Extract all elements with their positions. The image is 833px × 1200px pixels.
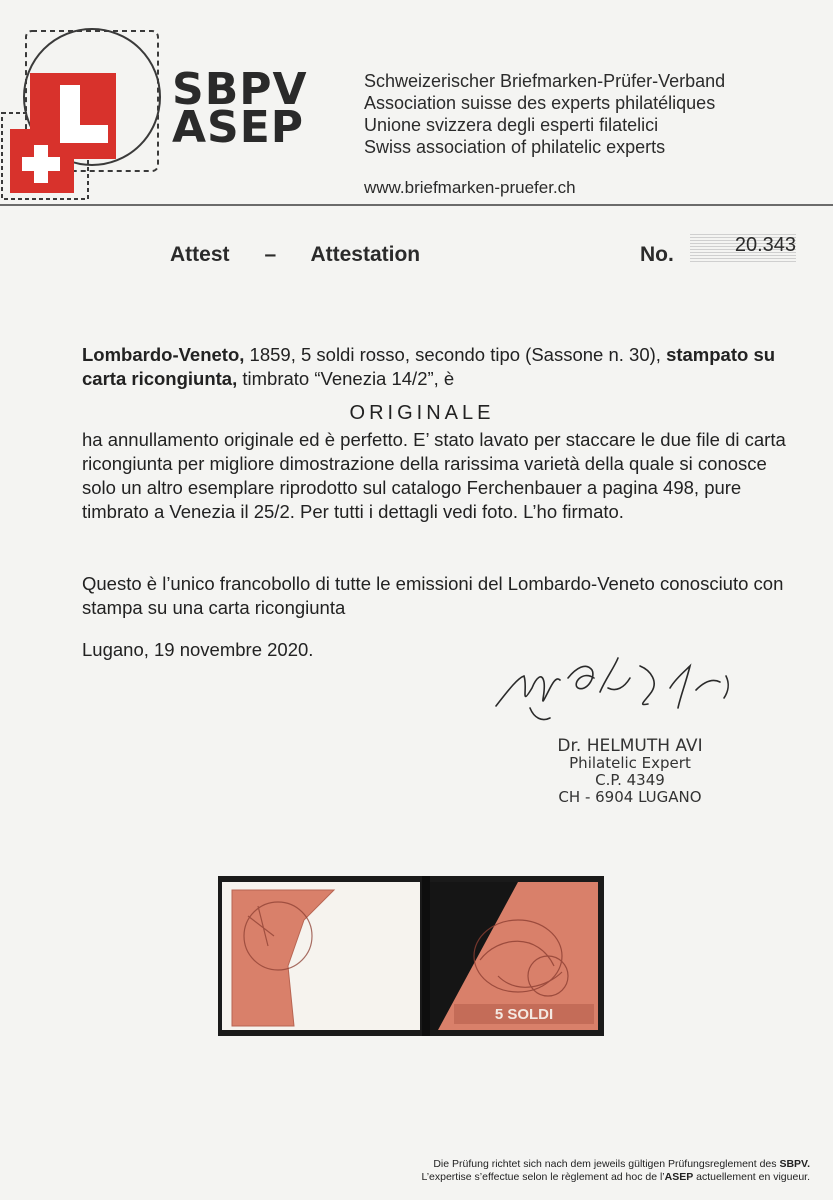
expert-block (520, 738, 740, 806)
place-date: Lugano, 19 novembre 2020. (82, 639, 314, 660)
brand-mark (172, 64, 308, 153)
header-divider (0, 204, 833, 206)
verdict: ORIGINALE (349, 402, 495, 424)
footer-fr-text: L’expertise s’effectue selon le règlement ad hoc de l’ (421, 1171, 665, 1183)
association-fr: Association suisse des experts philatéliques (364, 93, 716, 113)
association-names (364, 70, 725, 158)
rarity-paragraph: Questo è l’unico francobollo di tutte le emissioni del Lombardo-Veneto conosciuto con stampa su una carta ricongiunta (82, 573, 784, 618)
title-attest: Attest (170, 243, 230, 266)
cancel-details: timbrato “Venezia 14/2”, è (237, 368, 455, 389)
document-title (170, 243, 420, 267)
condition-paragraph: ha annullamento originale ed è perfetto. E’ stato lavato per staccare le due file di carta ricongiunta per migliore dimostrazione della rarissima varietà della quale si conosce solo un altro esemplare riprodotto sul catalogo Ferchenbauer a pagina 498, pure timbrato a Venezia il 25/2. Per tutti i dettagli vedi foto. L’ho firmato. (82, 429, 786, 522)
certificate-number-label: No. (640, 243, 674, 266)
association-en: Swiss association of philatelic experts (364, 137, 666, 157)
stamp-description (82, 343, 802, 391)
paper-variety: stampato su carta ricongiunta, (82, 344, 776, 389)
sbpv-logo (0, 25, 175, 205)
footer-line-fr (340, 1171, 810, 1184)
expert-address: CH - 6904 LUGANO (558, 788, 702, 806)
handwritten-signature (490, 648, 750, 738)
title-attestation: Attestation (310, 243, 421, 266)
certificate-number: 20.343 (690, 232, 796, 262)
association-de: Schweizerischer Briefmarken-Prüfer-Verband (364, 71, 726, 91)
brand-line-1: SBPV (172, 64, 308, 115)
expert-name: Dr. HELMUTH AVI (557, 736, 703, 756)
footer-note (340, 1158, 810, 1184)
stamp-region: Lombardo-Veneto, (82, 344, 245, 365)
footer-fr-text-end: actuellement en vigueur. (693, 1171, 810, 1183)
expert-role: Philatelic Expert (569, 754, 691, 772)
website-link[interactable]: www.briefmarken-pruefer.ch (364, 178, 576, 197)
footer-fr-bold: ASEP (664, 1171, 694, 1183)
stamp-details: 1859, 5 soldi rosso, secondo tipo (Sassone n. 30), (244, 344, 667, 365)
expert-po-box: C.P. 4349 (595, 771, 665, 789)
brand-line-2: ASEP (172, 102, 305, 153)
stamp-photo (218, 876, 604, 1036)
association-it: Unione svizzera degli esperti filatelici (364, 115, 659, 135)
footer-de-text: Die Prüfung richtet sich nach dem jeweils gültigen Prüfungsreglement des (433, 1158, 780, 1170)
stamp-value-label: 5 SOLDI (494, 1006, 554, 1023)
title-dash: – (264, 243, 277, 266)
footer-line-de (340, 1158, 810, 1171)
footer-de-bold: SBPV. (779, 1158, 810, 1170)
